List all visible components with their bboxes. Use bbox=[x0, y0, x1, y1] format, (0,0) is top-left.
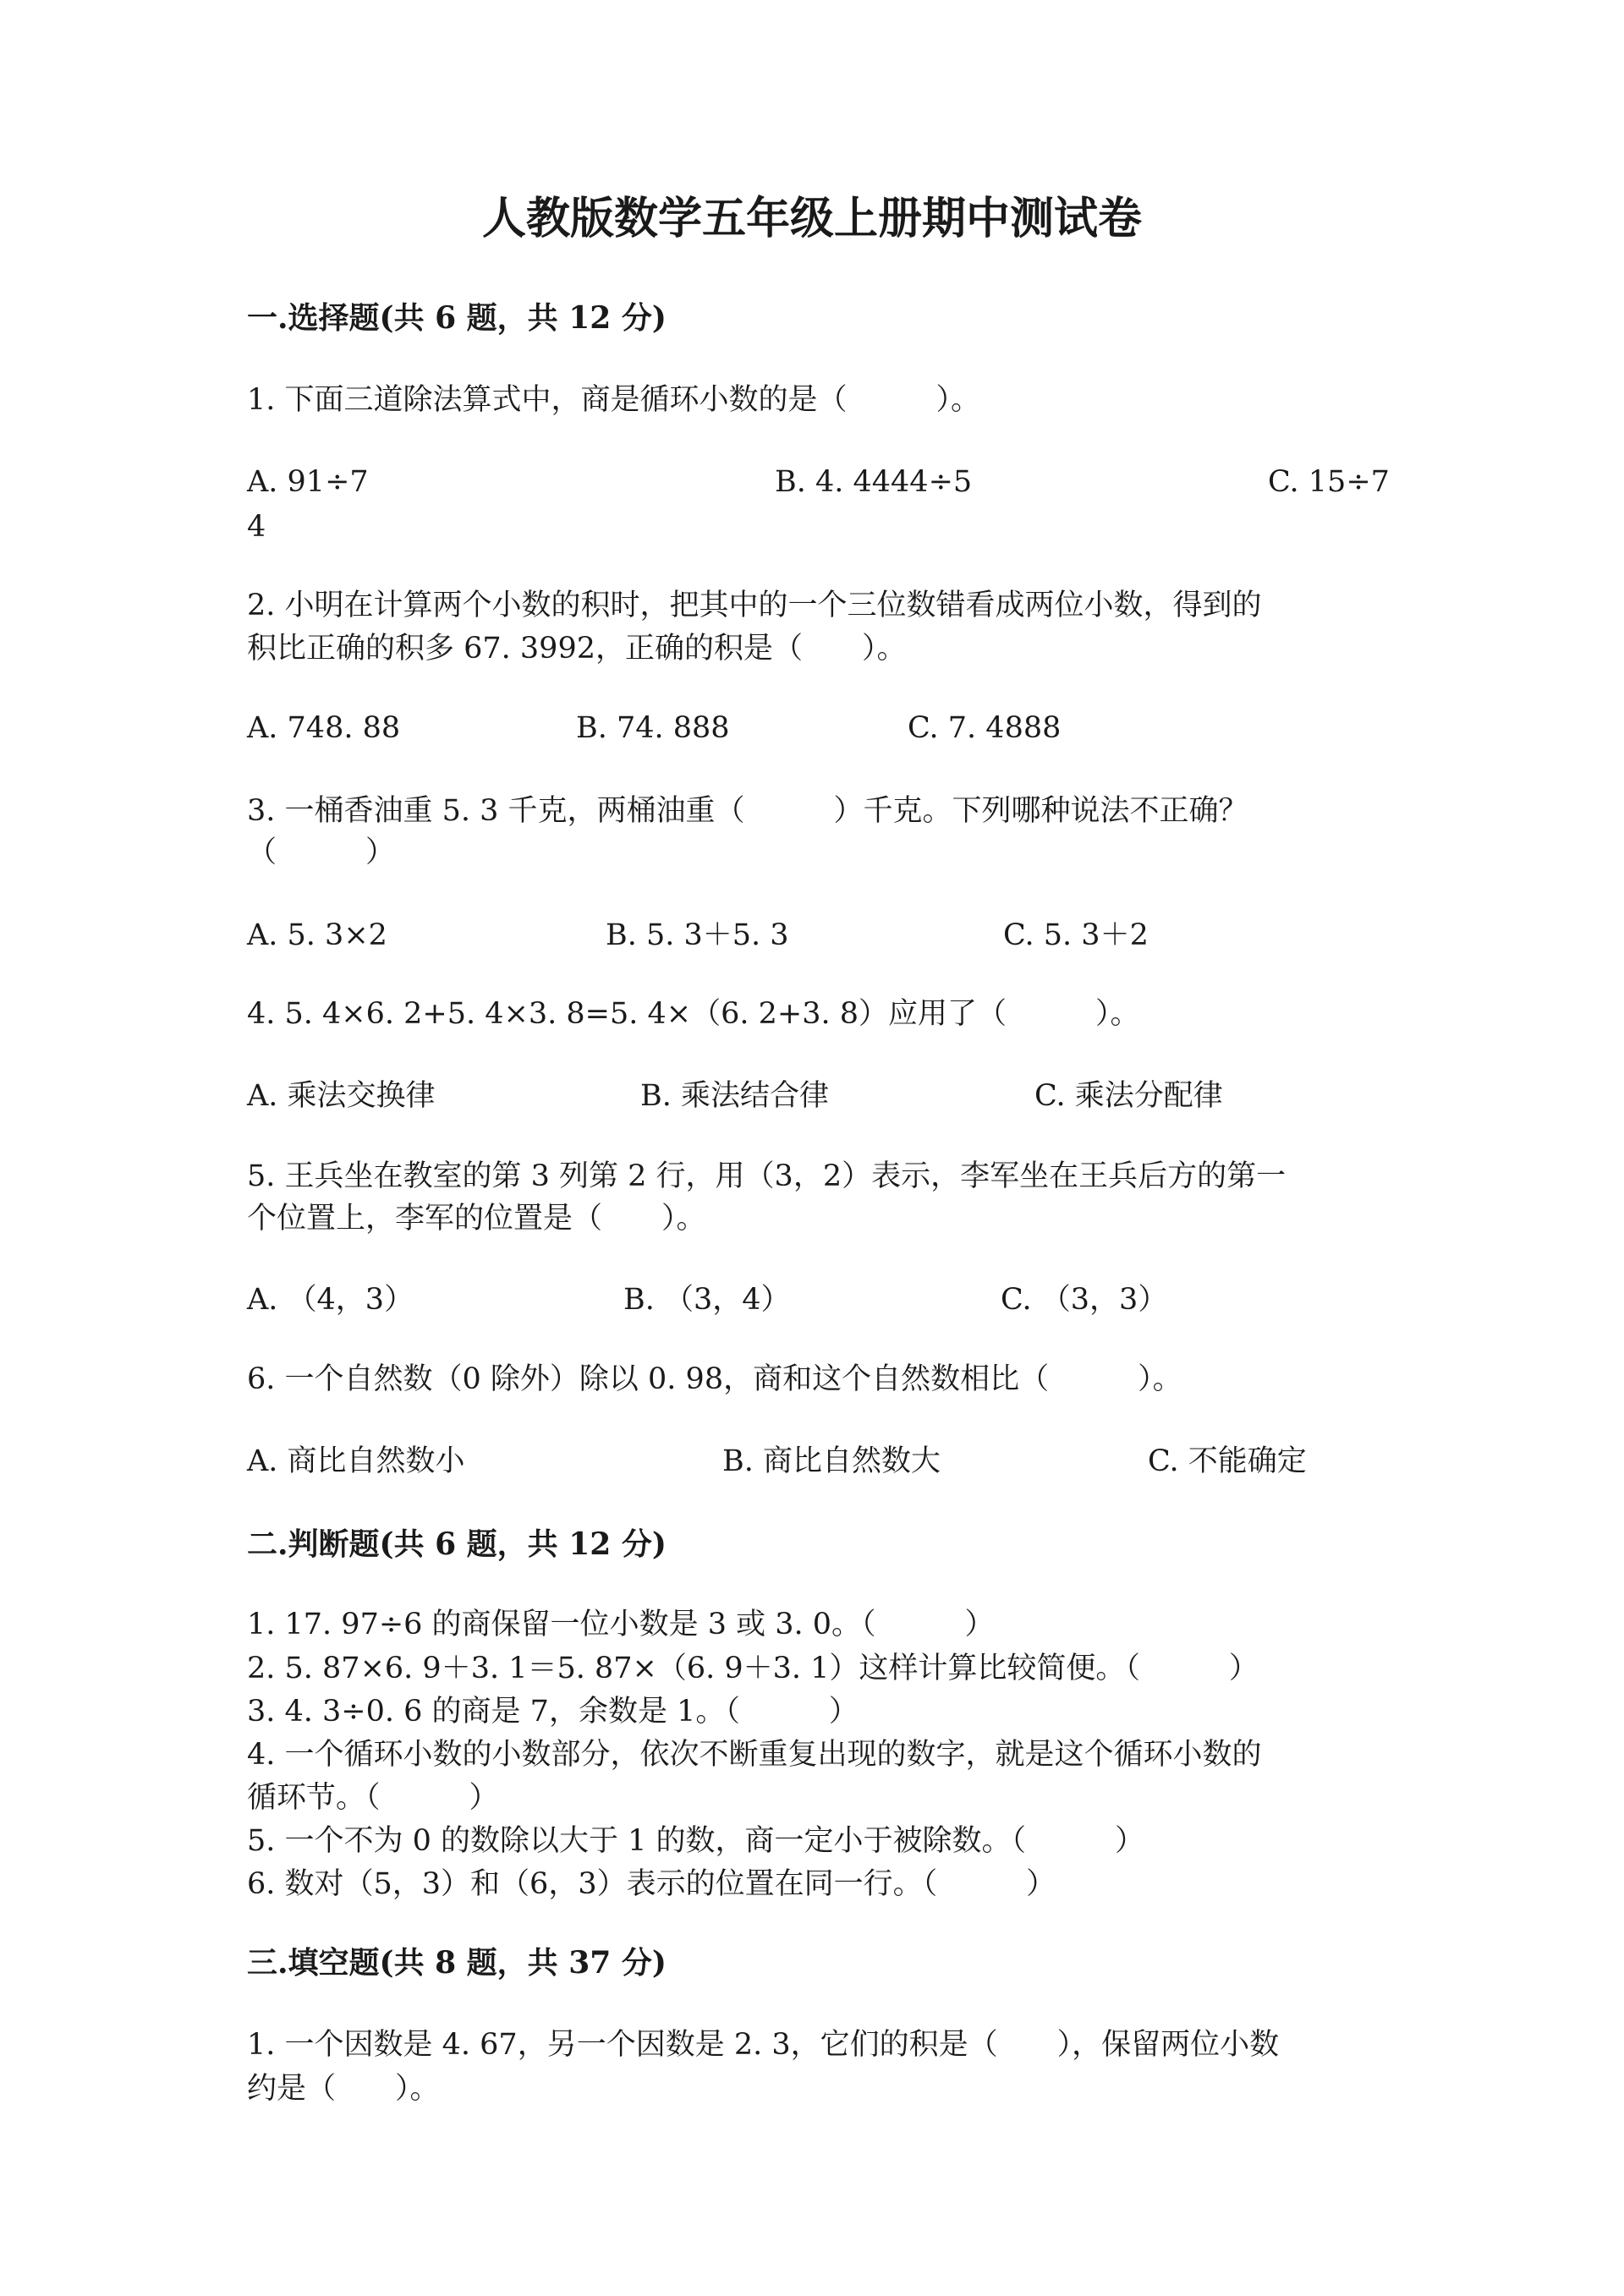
choice-q1-option-a: A. 91÷7 bbox=[247, 465, 369, 499]
choice-q4-option-a: A. 乘法交换律 bbox=[247, 1079, 436, 1113]
judge-item: 循环节。（ ） bbox=[247, 1781, 499, 1815]
choice-q2-option-c: C. 7. 4888 bbox=[908, 711, 1062, 745]
section-heading-choice: 一.选择题(共 6 题，共 12 分) bbox=[247, 300, 667, 336]
choice-q5-line1: 5. 王兵坐在教室的第 3 列第 2 行，用（3，2）表示，李军坐在王兵后方的第一 bbox=[247, 1159, 1287, 1193]
choice-q3-line1: 3. 一桶香油重 5. 3 千克，两桶油重（ ）千克。下列哪种说法不正确？ bbox=[247, 794, 1248, 828]
judge-item: 3. 4. 3÷0. 6 的商是 7，余数是 1。（ ） bbox=[247, 1695, 859, 1729]
choice-q2-option-a: A. 748. 88 bbox=[247, 711, 401, 745]
choice-q3-option-a: A. 5. 3×2 bbox=[247, 918, 387, 952]
choice-q5-option-a: A. （4，3） bbox=[247, 1283, 414, 1317]
judge-item: 4. 一个循环小数的小数部分，依次不断重复出现的数字，就是这个循环小数的 bbox=[247, 1738, 1262, 1772]
choice-q1-option-c: C. 15÷7 bbox=[1268, 465, 1390, 499]
choice-q3-option-b: B. 5. 3＋5. 3 bbox=[606, 918, 789, 952]
choice-q1-option-b: B. 4. 4444÷5 bbox=[775, 465, 973, 499]
judge-item: 5. 一个不为 0 的数除以大于 1 的数，商一定小于被除数。（ ） bbox=[247, 1824, 1145, 1858]
choice-q4-option-c: C. 乘法分配律 bbox=[1034, 1079, 1223, 1113]
choice-q4-option-b: B. 乘法结合律 bbox=[640, 1079, 829, 1113]
choice-q1-text: 1. 下面三道除法算式中，商是循环小数的是（ ）。 bbox=[247, 383, 981, 417]
choice-q5-option-b: B. （3，4） bbox=[623, 1283, 791, 1317]
fill-q1-line1: 1. 一个因数是 4. 67，另一个因数是 2. 3，它们的积是（ ），保留两位小数 bbox=[247, 2028, 1280, 2062]
section-heading-fill: 三.填空题(共 8 题，共 37 分) bbox=[247, 1945, 667, 1981]
choice-q2-line2: 积比正确的积多 67. 3992，正确的积是（ ）。 bbox=[247, 632, 907, 666]
choice-q6-option-a: A. 商比自然数小 bbox=[247, 1444, 465, 1478]
choice-q2-line1: 2. 小明在计算两个小数的积时，把其中的一个三位数错看成两位小数，得到的 bbox=[247, 589, 1262, 622]
choice-q6-text: 6. 一个自然数（0 除外）除以 0. 98，商和这个自然数相比（ ）。 bbox=[247, 1362, 1182, 1396]
choice-q6-option-b: B. 商比自然数大 bbox=[722, 1444, 941, 1478]
judge-item: 2. 5. 87×6. 9＋3. 1＝5. 87×（6. 9＋3. 1）这样计算比较简便。（ ） bbox=[247, 1652, 1259, 1685]
choice-q1-option-wrap: 4 bbox=[247, 510, 266, 544]
choice-q4-text: 4. 5. 4×6. 2+5. 4×3. 8=5. 4×（6. 2+3. 8）应用了（ ）。 bbox=[247, 997, 1140, 1031]
page-title: 人教版数学五年级上册期中测试卷 bbox=[481, 193, 1142, 244]
judge-item: 1. 17. 97÷6 的商保留一位小数是 3 或 3. 0。（ ） bbox=[247, 1608, 995, 1641]
choice-q3-option-c: C. 5. 3＋2 bbox=[1003, 918, 1149, 952]
judge-item: 6. 数对（5，3）和（6，3）表示的位置在同一行。（ ） bbox=[247, 1867, 1056, 1901]
choice-q3-line2: （ ） bbox=[247, 836, 396, 869]
choice-q2-option-b: B. 74. 888 bbox=[576, 711, 730, 745]
choice-q5-line2: 个位置上，李军的位置是（ ）。 bbox=[247, 1202, 706, 1236]
choice-q6-option-c: C. 不能确定 bbox=[1148, 1444, 1307, 1478]
section-heading-judge: 二.判断题(共 6 题，共 12 分) bbox=[247, 1526, 667, 1562]
choice-q5-option-c: C. （3，3） bbox=[1001, 1283, 1168, 1317]
fill-q1-line2: 约是（ ）。 bbox=[247, 2072, 440, 2106]
